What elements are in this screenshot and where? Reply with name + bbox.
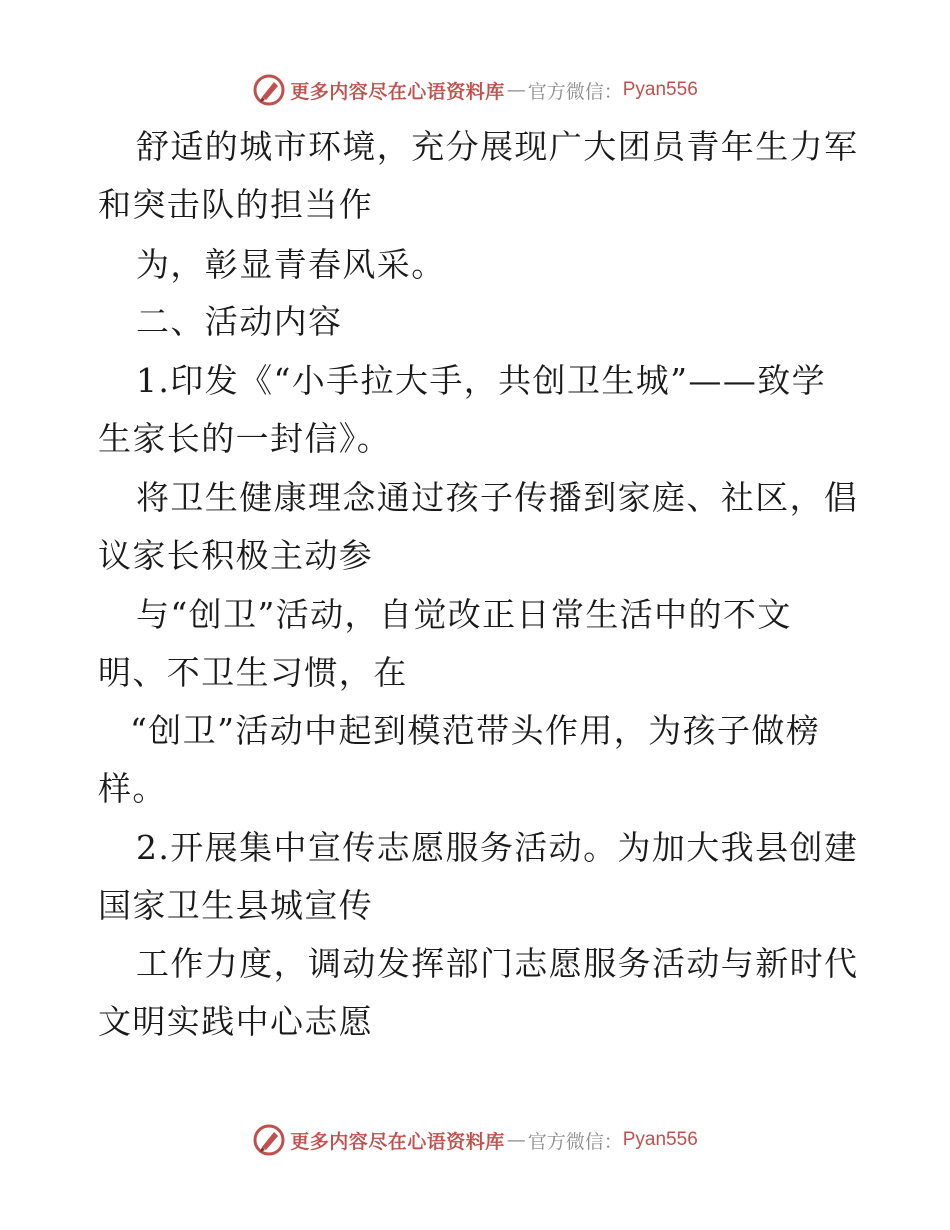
text-line: 议家长积极主动参 — [98, 536, 374, 575]
text-line: 2.开展集中宣传志愿服务活动。为加大我县创建 — [136, 828, 859, 867]
text-line: 与“创卫”活动，自觉改正日常生活中的不文 — [136, 595, 792, 634]
text-line: 生家长的一封信》。 — [98, 419, 392, 458]
section-heading: 二、活动内容 — [136, 302, 343, 341]
text-line: 明、不卫生习惯，在 — [98, 653, 408, 692]
pen-circle-logo-icon — [252, 73, 286, 107]
header-watermark — [0, 72, 950, 108]
pen-circle-logo-icon — [252, 1123, 286, 1157]
text-line: 舒适的城市环境，充分展现广大团员青年生力军 — [136, 127, 859, 166]
text-line: 1.印发《“小手拉大手，共创卫生城”——致学 — [136, 361, 827, 400]
text-line: 将卫生健康理念通过孩子传播到家庭、社区，倡 — [136, 478, 859, 517]
watermark-dash: — — [506, 79, 526, 101]
text-line: “创卫”活动中起到模范带头作用，为孩子做榜 — [130, 711, 821, 750]
footer-watermark — [0, 1122, 950, 1158]
watermark-brand: 更多内容尽在心语资料库 — [290, 1130, 505, 1153]
text-line: 为，彰显青春风采。 — [136, 245, 446, 284]
watermark-dash: — — [506, 1129, 526, 1151]
text-line: 国家卫生县城宣传 — [98, 886, 374, 925]
watermark-brand: 更多内容尽在心语资料库 — [290, 80, 505, 103]
text-line: 样。 — [98, 769, 167, 808]
watermark-handle: Pyan556 — [622, 1129, 698, 1150]
text-line: 和突击队的担当作 — [98, 185, 374, 224]
text-line: 文明实践中心志愿 — [98, 1002, 374, 1041]
watermark-contact-label: 官方微信： — [527, 80, 623, 103]
watermark-contact-label: 官方微信： — [527, 1130, 623, 1153]
text-line: 工作力度，调动发挥部门志愿服务活动与新时代 — [136, 944, 859, 983]
watermark-handle: Pyan556 — [622, 79, 698, 100]
